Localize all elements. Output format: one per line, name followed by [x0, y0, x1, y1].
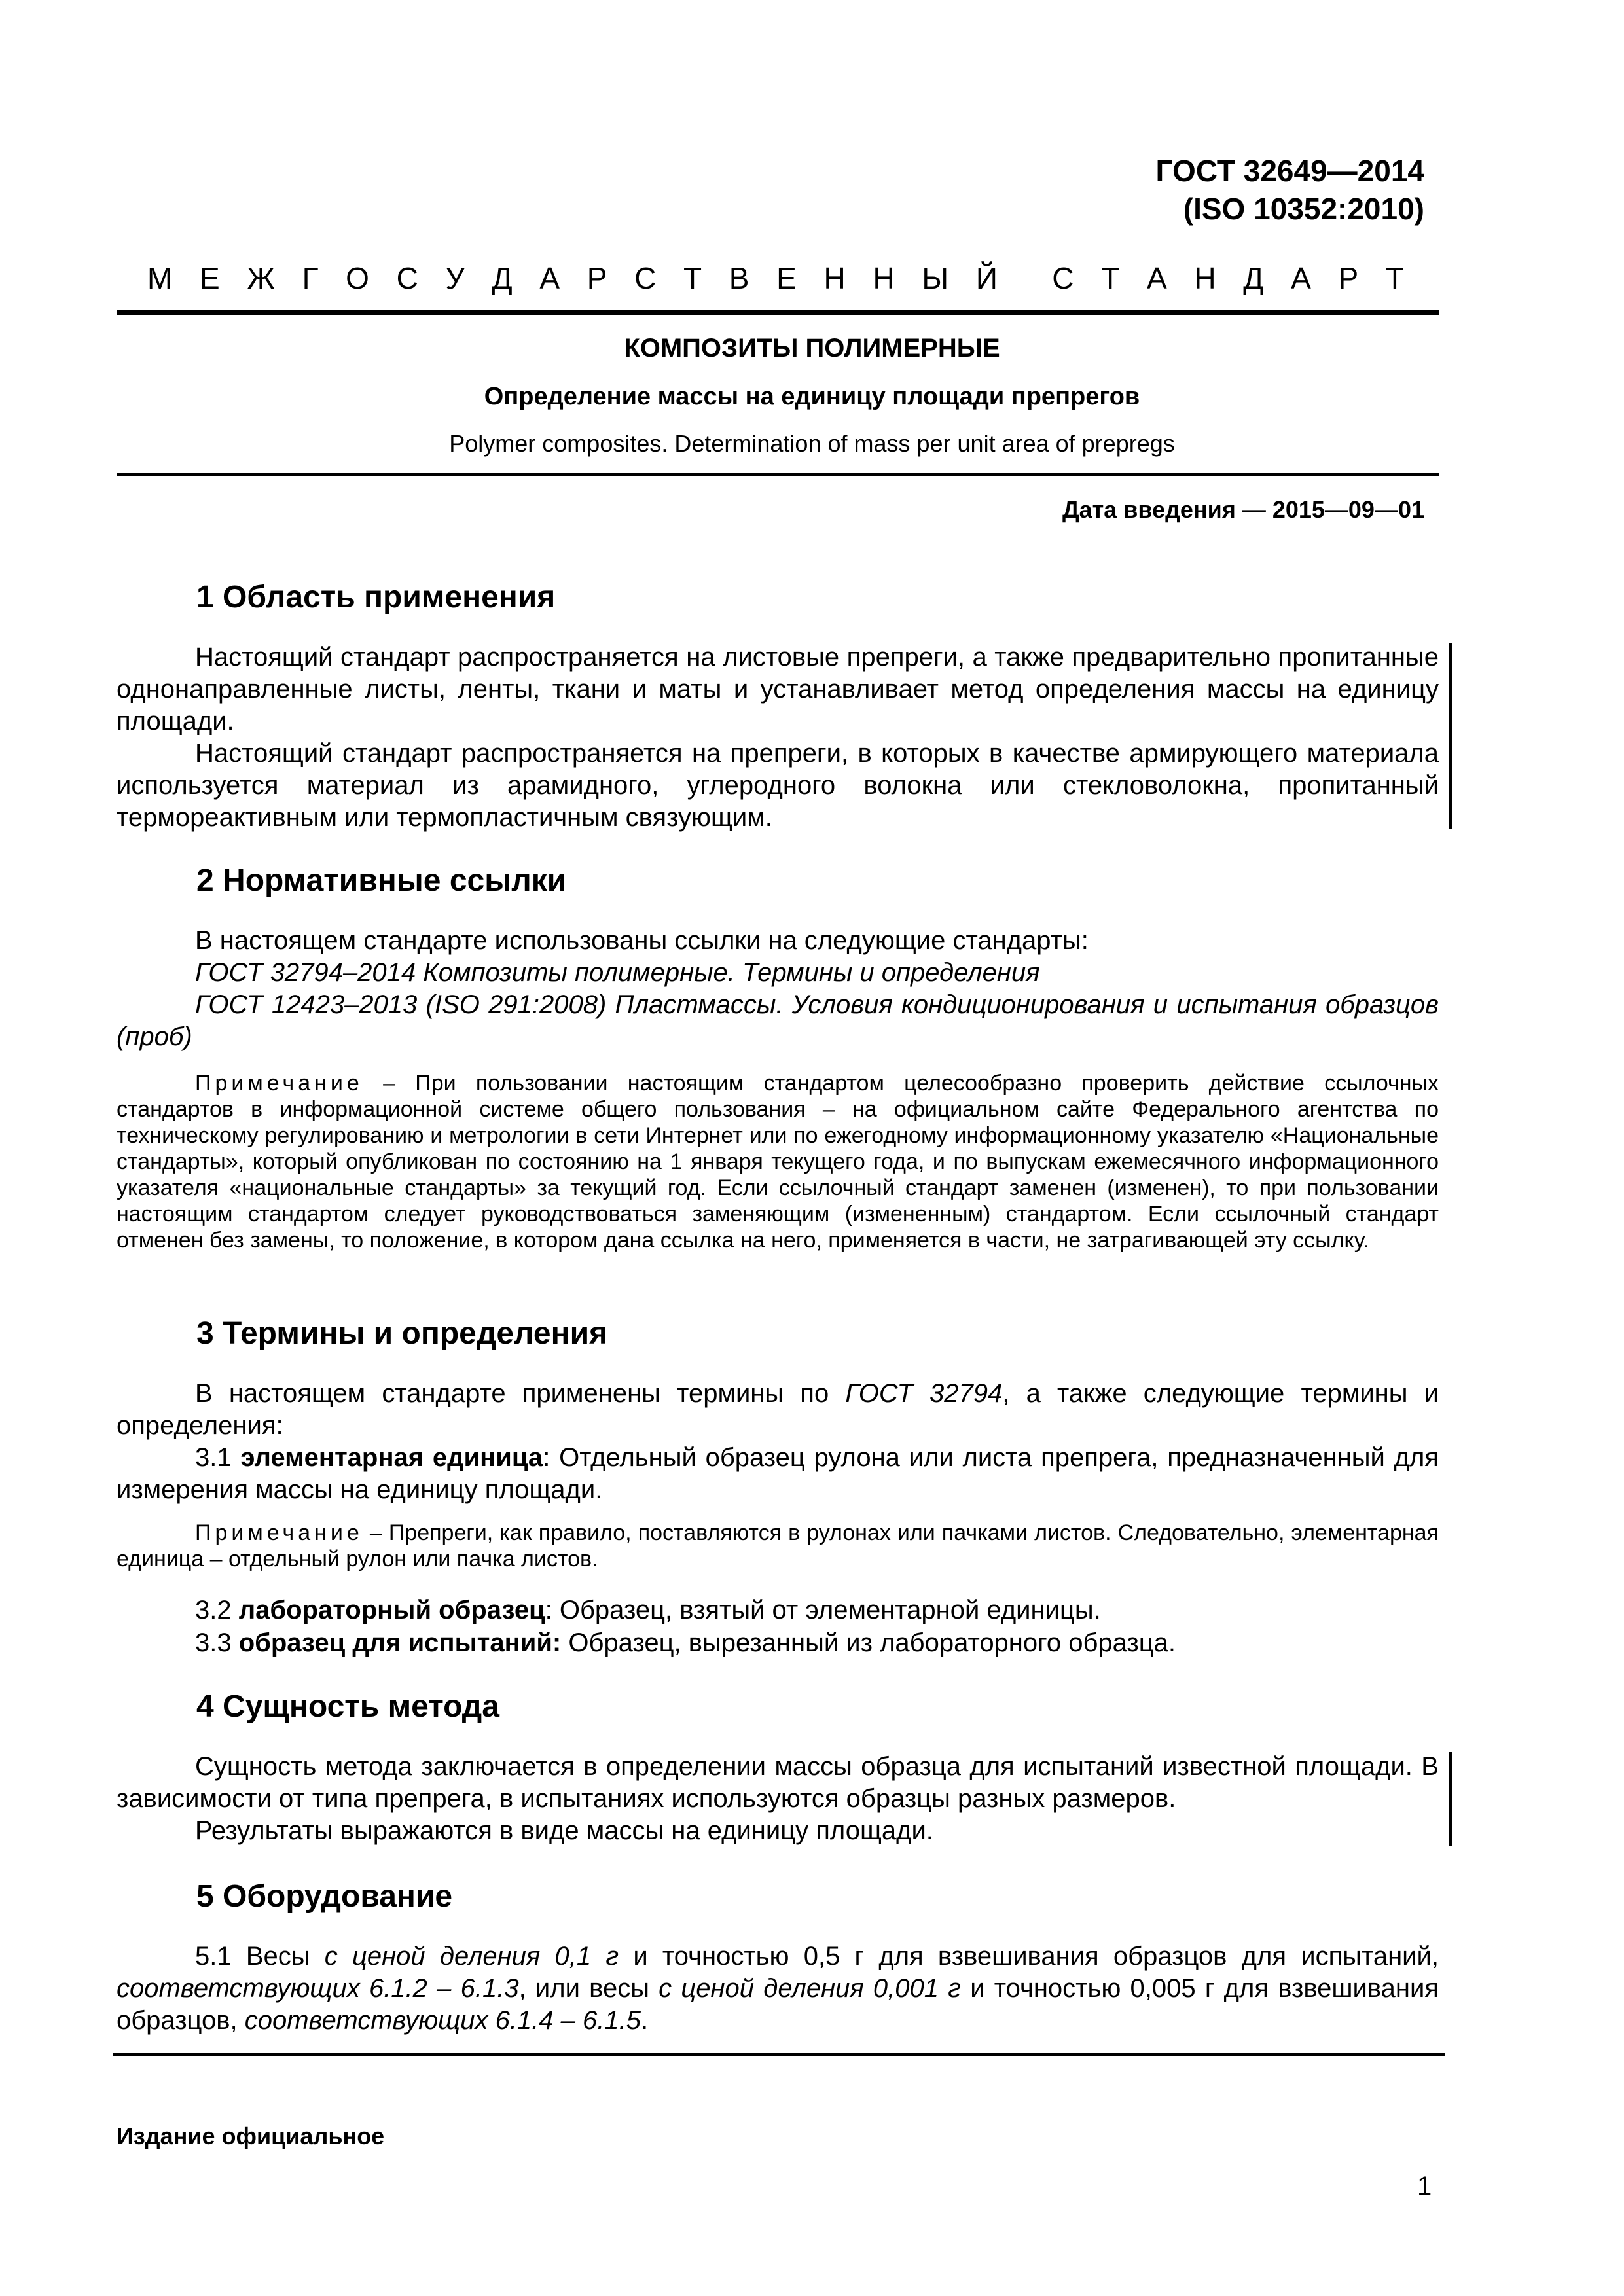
section-2-note: [117, 1070, 1439, 1253]
text-run-italic: с ценой деления 0,1 г: [324, 1942, 619, 1971]
change-margin-bar: [1449, 1752, 1452, 1846]
heading-letter: Р: [586, 261, 607, 295]
section-1-paragraph-1: Настоящий стандарт распространяется на листовые препреги, а также предварительно пропитанные однонаправленные листы, ленты, ткани и маты и устанавливает метод определения массы на единицу площади.: [117, 643, 1439, 736]
reference-gost-32794: ГОСТ 32794–2014 Композиты полимерные. Термины и определения: [195, 958, 1040, 987]
heading-letter: Т: [683, 261, 702, 295]
heading-letter: М: [147, 261, 173, 295]
section-1-heading: 1 Область применения: [196, 580, 556, 615]
definition-3-1: [117, 1442, 1439, 1506]
text-run: , а также следующие термины и определения:: [117, 1379, 1439, 1440]
heading-letter: Е: [776, 261, 797, 295]
heading-letter: Ы: [922, 261, 949, 295]
definition-text: Образец, вырезанный из лабораторного образца.: [561, 1628, 1176, 1657]
header-top-rule: [117, 310, 1439, 315]
reference-gost-12423: ГОСТ 12423–2013 (ISO 291:2008) Пластмассы. Условия кондиционирования и испытания образцов (проб): [117, 990, 1439, 1051]
official-edition-label: Издание официальное: [117, 2123, 385, 2149]
section-3-heading: 3 Термины и определения: [196, 1316, 608, 1351]
text-run: , или весы: [518, 1974, 659, 2003]
heading-letter: Т: [1101, 261, 1120, 295]
definition-term: образец для испытаний:: [238, 1628, 562, 1657]
document-title: КОМПОЗИТЫ ПОЛИМЕРНЫЕ: [624, 334, 1000, 363]
standard-code-gost: ГОСТ 32649—2014: [1155, 154, 1424, 188]
document-english-title: Polymer composites. Determination of mass per unit area of prepregs: [449, 430, 1175, 457]
effective-date: Дата введения — 2015—09—01: [1062, 496, 1424, 523]
text-run-italic: соответствующих 6.1.2 – 6.1.3: [117, 1974, 519, 2003]
section-4-paragraph-2: Результаты выражаются в виде массы на единицу площади.: [195, 1816, 933, 1845]
definition-number: 3.3: [195, 1628, 239, 1657]
document-subtitle: Определение массы на единицу площади препрегов: [484, 383, 1140, 410]
heading-letter: Д: [1243, 261, 1264, 295]
clause-5-1: [117, 1941, 1439, 2037]
definition-number: 3.1: [195, 1443, 241, 1472]
definition-term: лабораторный образец: [238, 1596, 545, 1624]
note-label: Примечание: [195, 1520, 363, 1545]
heading-letter: А: [1291, 261, 1311, 295]
heading-letter: Г: [302, 261, 319, 295]
standard-code-iso: (ISO 10352:2010): [1183, 192, 1424, 226]
note-text: – Препреги, как правило, поставляются в рулонах или пачками листов. Следовательно, элементарная единица – отдельный рулон или пачка листов.: [117, 1520, 1439, 1571]
definition-number: 3.2: [195, 1596, 239, 1624]
heading-letter: Е: [200, 261, 220, 295]
section-5-heading: 5 Оборудование: [196, 1879, 453, 1914]
section-2-intro: В настоящем стандарте использованы ссылки на следующие стандарты:: [195, 926, 1089, 955]
definition-text: : Отдельный образец рулона или листа препрега, предназначенный для измерения массы на единицу площади.: [117, 1443, 1439, 1504]
section-4-heading: 4 Сущность метода: [196, 1689, 499, 1724]
heading-letter: Д: [492, 261, 513, 295]
heading-letter: Н: [1194, 261, 1216, 295]
heading-letter: С: [634, 261, 657, 295]
heading-letter: А: [1146, 261, 1167, 295]
definition-3-2: [117, 1594, 1439, 1626]
section-1-paragraph-2: Настоящий стандарт распространяется на препреги, в которых в качестве армирующего материала используется материал из арамидного, углеродного волокна или стекловолокна, пропитанный термореактивным или термопластичным связующим.: [117, 739, 1439, 832]
definition-3-3: [117, 1627, 1439, 1659]
text-run-italic: с ценой деления 0,001 г: [659, 1974, 961, 2003]
definition-term: элементарная единица: [240, 1443, 543, 1472]
heading-letter: С: [1052, 261, 1074, 295]
heading-letter: Н: [823, 261, 846, 295]
change-margin-bar: [1449, 643, 1452, 829]
standard-type-heading: [147, 260, 1404, 296]
note-label: Примечание: [195, 1071, 363, 1096]
footer-rule: [113, 2053, 1445, 2056]
heading-letter: С: [396, 261, 418, 295]
heading-letter: У: [445, 261, 465, 295]
text-run: и точностью 0,5 г для взвешивания образцов для испытаний,: [619, 1942, 1439, 1971]
heading-letter: Ж: [247, 261, 275, 295]
text-run: и точностью 0,005 г для взвешивания образцов,: [117, 1974, 1439, 2035]
heading-letter: А: [539, 261, 560, 295]
standard-code: [1156, 152, 1424, 228]
heading-letter: О: [346, 261, 369, 295]
note-text: – При пользовании настоящим стандартом целесообразно проверить действие ссылочных стандартов в информационной системе общего пользования – на официальном сайте Федерального агентства по техническому регулированию и метрологии в сети Интернет или по ежегодному информационному указателю «Национальные стандарты», который опубликован по состоянию на 1 января текущего года, и по выпускам ежемесячного информационного указателя «национальные стандарты» за текущий год. Если ссылочный стандарт заменен (изменен), то при пользовании настоящим стандартом следует руководствоваться заменяющим (измененным) стандартом. Если ссылочный стандарт отменен без замены, то положение, в котором дана ссылка на него, применяется в части, не затрагивающей эту ссылку.: [117, 1071, 1439, 1253]
section-3-intro: [117, 1378, 1439, 1442]
reference-link-text: ГОСТ 32794: [845, 1379, 1003, 1408]
text-run: .: [640, 2006, 649, 2035]
heading-letter: Т: [1385, 261, 1404, 295]
heading-letter: Н: [873, 261, 895, 295]
text-run: В настоящем стандарте применены термины по: [195, 1379, 846, 1408]
header-bottom-rule: [117, 473, 1439, 476]
heading-letter: В: [729, 261, 749, 295]
section-2-heading: 2 Нормативные ссылки: [196, 863, 567, 898]
page-number: 1: [1417, 2172, 1432, 2200]
heading-letter: Й: [975, 261, 998, 295]
heading-letter: Р: [1338, 261, 1359, 295]
section-3-note: [117, 1520, 1439, 1572]
text-run: 5.1 Весы: [195, 1942, 325, 1971]
text-run-italic: соответствующих 6.1.4 – 6.1.5: [244, 2006, 641, 2035]
section-4-paragraph-1: Сущность метода заключается в определении массы образца для испытаний известной площади. В зависимости от типа препрега, в испытаниях используются образцы разных размеров.: [117, 1752, 1439, 1813]
definition-text: : Образец, взятый от элементарной единицы.: [545, 1596, 1101, 1624]
